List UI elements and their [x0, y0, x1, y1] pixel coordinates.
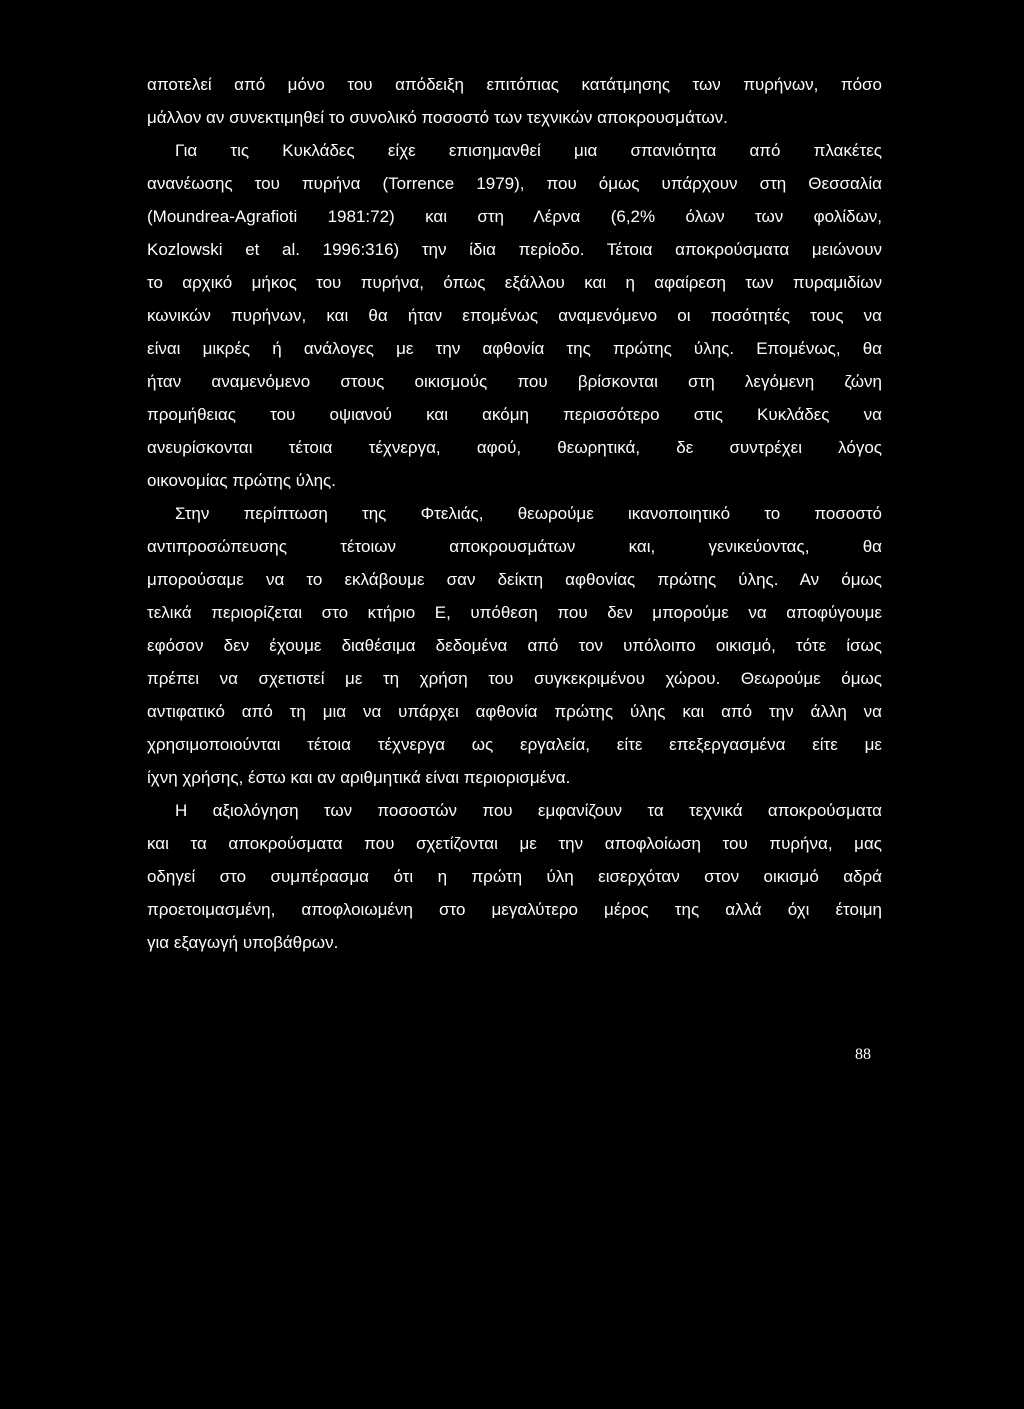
- text-line: Στην περίπτωση της Φτελιάς, θεωρούμε ικανοποιητικό το ποσοστό: [175, 504, 882, 523]
- text-line: χρησιμοποιούνται τέτοια τέχνεργα ως εργαλεία, είτε επεξεργασμένα είτε με: [147, 735, 882, 754]
- text-line: οδηγεί στο συμπέρασμα ότι η πρώτη ύλη εισερχόταν στον οικισμό αδρά: [147, 867, 882, 886]
- text-line: ήταν αναμενόμενο στους οικισμούς που βρίσκονται στη λεγόμενη ζώνη: [147, 372, 882, 391]
- text-line: προμήθειας του οψιανού και ακόμη περισσότερο στις Κυκλάδες να: [147, 405, 882, 424]
- text-line: μάλλον αν συνεκτιμηθεί το συνολικό ποσοστό των τεχνικών αποκρουσμάτων.: [147, 108, 728, 127]
- text-line: πρέπει να σχετιστεί με τη χρήση του συγκεκριμένου χώρου. Θεωρούμε όμως: [147, 669, 882, 688]
- text-line: αντιφατικό από τη μια να υπάρχει αφθονία πρώτης ύλης και από την άλλη να: [147, 702, 882, 721]
- text-line: και τα αποκρούσματα που σχετίζονται με την αποφλοίωση του πυρήνα, μας: [147, 834, 882, 853]
- text-line: ανευρίσκονται τέτοια τέχνεργα, αφού, θεωρητικά, δε συντρέχει λόγος: [147, 438, 882, 457]
- text-line: ανανέωσης του πυρήνα (Torrence 1979), που όμως υπάρχουν στη Θεσσαλία: [147, 174, 882, 193]
- text-line: για εξαγωγή υποβάθρων.: [147, 933, 339, 952]
- body-text: [147, 68, 882, 959]
- text-line: ίχνη χρήσης, έστω και αν αριθμητικά είναι περιορισμένα.: [147, 768, 571, 787]
- text-line: Η αξιολόγηση των ποσοστών που εμφανίζουν τα τεχνικά αποκρούσματα: [175, 801, 882, 820]
- text-line: Για τις Κυκλάδες είχε επισημανθεί μια σπανιότητα από πλακέτες: [175, 141, 882, 160]
- text-line: αντιπροσώπευσης τέτοιων αποκρουσμάτων και, γενικεύοντας, θα: [147, 537, 882, 556]
- text-line: οικονομίας πρώτης ύλης.: [147, 471, 336, 490]
- text-line: αποτελεί από μόνο του απόδειξη επιτόπιας κατάτμησης των πυρήνων, πόσο: [147, 75, 882, 94]
- text-line: Kozlowski et al. 1996:316) την ίδια περίοδο. Τέτοια αποκρούσματα μειώνουν: [147, 240, 882, 259]
- text-line: μπορούσαμε να το εκλάβουμε σαν δείκτη αφθονίας πρώτης ύλης. Αν όμως: [147, 570, 882, 589]
- text-line: προετοιμασμένη, αποφλοιωμένη στο μεγαλύτερο μέρος της αλλά όχι έτοιμη: [147, 900, 882, 919]
- text-line: τελικά περιορίζεται στο κτήριο Ε, υπόθεση που δεν μπορούμε να αποφύγουμε: [147, 603, 882, 622]
- text-line: (Moundrea-Agrafioti 1981:72) και στη Λέρνα (6,2% όλων των φολίδων,: [147, 207, 882, 226]
- text-line: κωνικών πυρήνων, και θα ήταν επομένως αναμενόμενο οι ποσότητές τους να: [147, 306, 882, 325]
- text-line: είναι μικρές ή ανάλογες με την αφθονία της πρώτης ύλης. Επομένως, θα: [147, 339, 882, 358]
- text-line: εφόσον δεν έχουμε διαθέσιμα δεδομένα από τον υπόλοιπο οικισμό, τότε ίσως: [147, 636, 882, 655]
- text-line: το αρχικό μήκος του πυρήνα, όπως εξάλλου και η αφαίρεση των πυραμιδίων: [147, 273, 882, 292]
- page-number: 88: [855, 1046, 871, 1063]
